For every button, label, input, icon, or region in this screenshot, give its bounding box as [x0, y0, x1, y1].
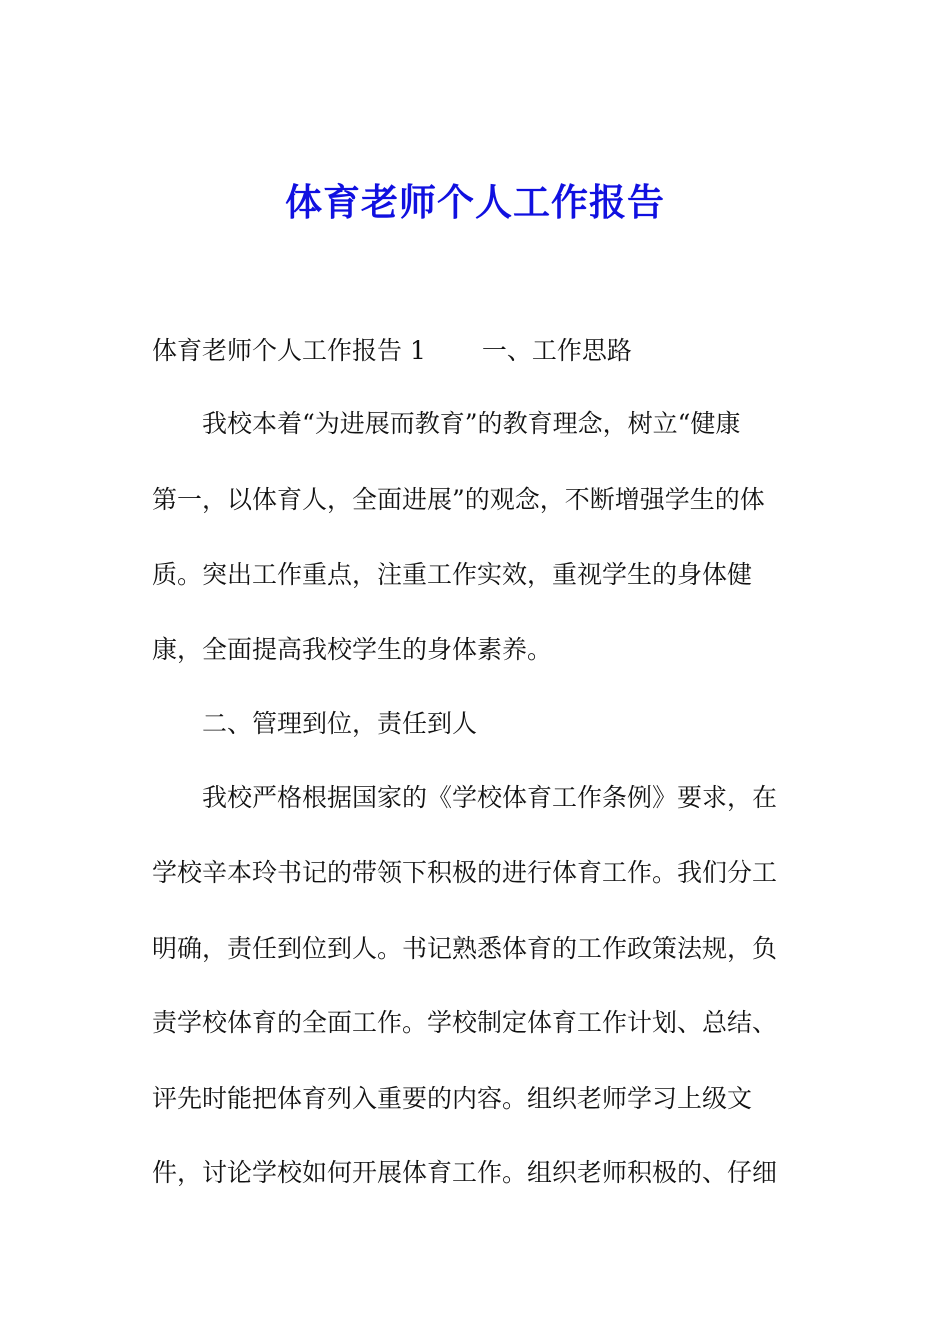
report-heading-label: 体育老师个人工作报告 1: [152, 336, 426, 365]
body-line-3: 第一，以体育人，全面进展”的观念，不断增强学生的体: [152, 485, 765, 514]
section-heading-2: 二、管理到位，责任到人: [202, 709, 478, 738]
body-line-7: 我校严格根据国家的《学校体育工作条例》要求，在: [202, 783, 778, 812]
body-line-12: 件，讨论学校如何开展体育工作。组织老师积极的、仔细: [152, 1158, 778, 1187]
document-title: 体育老师个人工作报告: [285, 180, 665, 224]
body-line-9: 明确，责任到位到人。书记熟悉体育的工作政策法规，负: [152, 934, 778, 963]
body-line-8: 学校辛本玲书记的带领下积极的进行体育工作。我们分工: [152, 858, 778, 887]
body-line-2: 我校本着“为进展而教育”的教育理念，树立“健康: [202, 409, 741, 438]
section-heading-1: 一、工作思路: [481, 336, 632, 365]
body-line-1: [152, 333, 632, 369]
body-line-5: 康，全面提高我校学生的身体素养。: [152, 635, 553, 664]
body-line-11: 评先时能把体育列入重要的内容。组织老师学习上级文: [152, 1084, 753, 1113]
body-line-4: 质。突出工作重点，注重工作实效，重视学生的身体健: [152, 560, 753, 589]
body-line-10: 责学校体育的全面工作。学校制定体育工作计划、总结、: [152, 1008, 778, 1037]
